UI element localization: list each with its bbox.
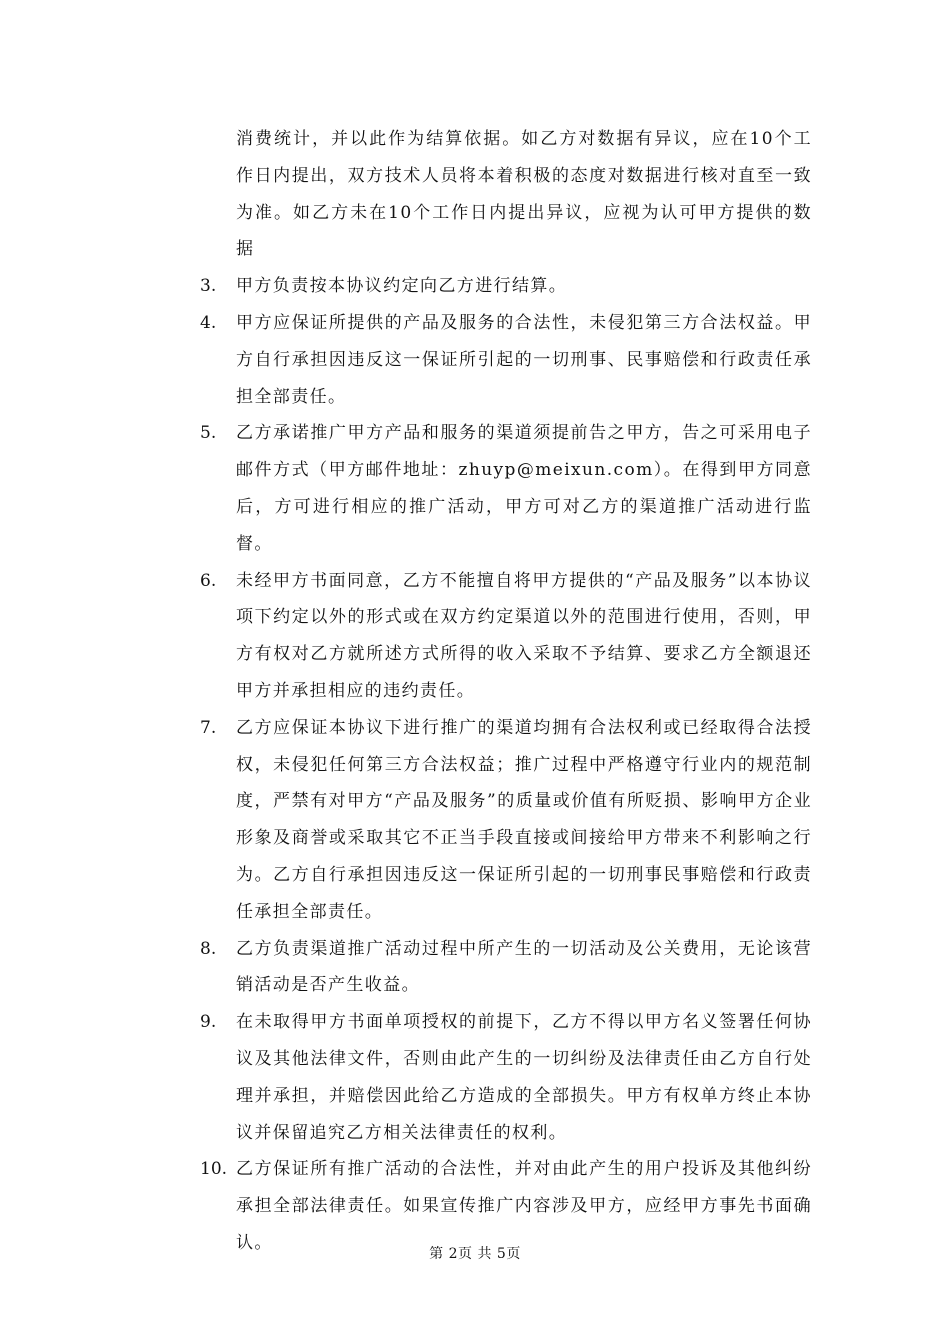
paragraph-number: 3. bbox=[200, 276, 217, 297]
paragraph-text: 乙方应保证本协议下进行推广的渠道均拥有合法权利或已经取得合法授权，未侵犯任何第三方合法权益；推广过程中严格遵守行业内的规范制度，严禁有对甲方“产品及服务”的质量或价值有所贬损、影响甲方企业形象及商誉或采取其它不正当手段直接或间接给甲方带来不利影响之行为。乙方自行承担因违反这一保证所引起的一切刑事民事赔偿和行政责任承担全部责任。 bbox=[236, 717, 812, 922]
paragraph-continued bbox=[200, 121, 812, 268]
paragraph-6 bbox=[200, 563, 812, 710]
page-number-footer: 第 2页 共 5页 bbox=[429, 1246, 521, 1262]
paragraph-9 bbox=[200, 1004, 812, 1151]
paragraph-text: 在未取得甲方书面单项授权的前提下，乙方不得以甲方名义签署任何协议及其他法律文件，否则由此产生的一切纠纷及法律责任由乙方自行处理并承担，并赔偿因此给乙方造成的全部损失。甲方有权单方终止本协议并保留追究乙方相关法律责任的权利。 bbox=[236, 1012, 812, 1143]
paragraph-4 bbox=[200, 305, 812, 415]
paragraph-number: 5. bbox=[200, 423, 217, 444]
paragraph-text: 乙方承诺推广甲方产品和服务的渠道须提前告之甲方，告之可采用电子邮件方式（甲方邮件地址：zhuyp@meixun.com）。在得到甲方同意后，方可进行相应的推广活动，甲方可对乙方的渠道推广活动进行监督。 bbox=[236, 423, 812, 554]
paragraph-text: 乙方负责渠道推广活动过程中所产生的一切活动及公关费用，无论该营销活动是否产生收益。 bbox=[236, 938, 812, 996]
paragraph-text: 未经甲方书面同意，乙方不能擅自将甲方提供的“产品及服务”以本协议项下约定以外的形式或在双方约定渠道以外的范围进行使用，否则，甲方有权对乙方就所述方式所得的收入采取不予结算、要求乙方全额退还甲方并承担相应的违约责任。 bbox=[236, 570, 812, 701]
paragraph-text: 甲方应保证所提供的产品及服务的合法性，未侵犯第三方合法权益。甲方自行承担因违反这一保证所引起的一切刑事、民事赔偿和行政责任承担全部责任。 bbox=[236, 312, 812, 407]
paragraph-3 bbox=[200, 268, 812, 305]
paragraph-number: 7. bbox=[200, 717, 217, 738]
paragraph-number: 4. bbox=[200, 312, 217, 333]
document-body bbox=[200, 121, 812, 1262]
paragraph-5 bbox=[200, 415, 812, 562]
paragraph-text: 甲方负责按本协议约定向乙方进行结算。 bbox=[236, 276, 568, 297]
paragraph-number: 9. bbox=[200, 1012, 217, 1033]
paragraph-number: 6. bbox=[200, 570, 217, 591]
paragraph-7 bbox=[200, 710, 812, 931]
paragraph-number: 8. bbox=[200, 938, 217, 959]
paragraph-number: 10. bbox=[200, 1159, 228, 1180]
paragraph-text: 乙方保证所有推广活动的合法性，并对由此产生的用户投诉及其他纠纷承担全部法律责任。如果宣传推广内容涉及甲方，应经甲方事先书面确认。 bbox=[236, 1159, 812, 1253]
paragraph-text: 消费统计，并以此作为结算依据。如乙方对数据有异议，应在10个工作日内提出，双方技术人员将本着积极的态度对数据进行核对直至一致为准。如乙方未在10个工作日内提出异议，应视为认可甲方提供的数据 bbox=[236, 129, 812, 260]
paragraph-8 bbox=[200, 931, 812, 1005]
